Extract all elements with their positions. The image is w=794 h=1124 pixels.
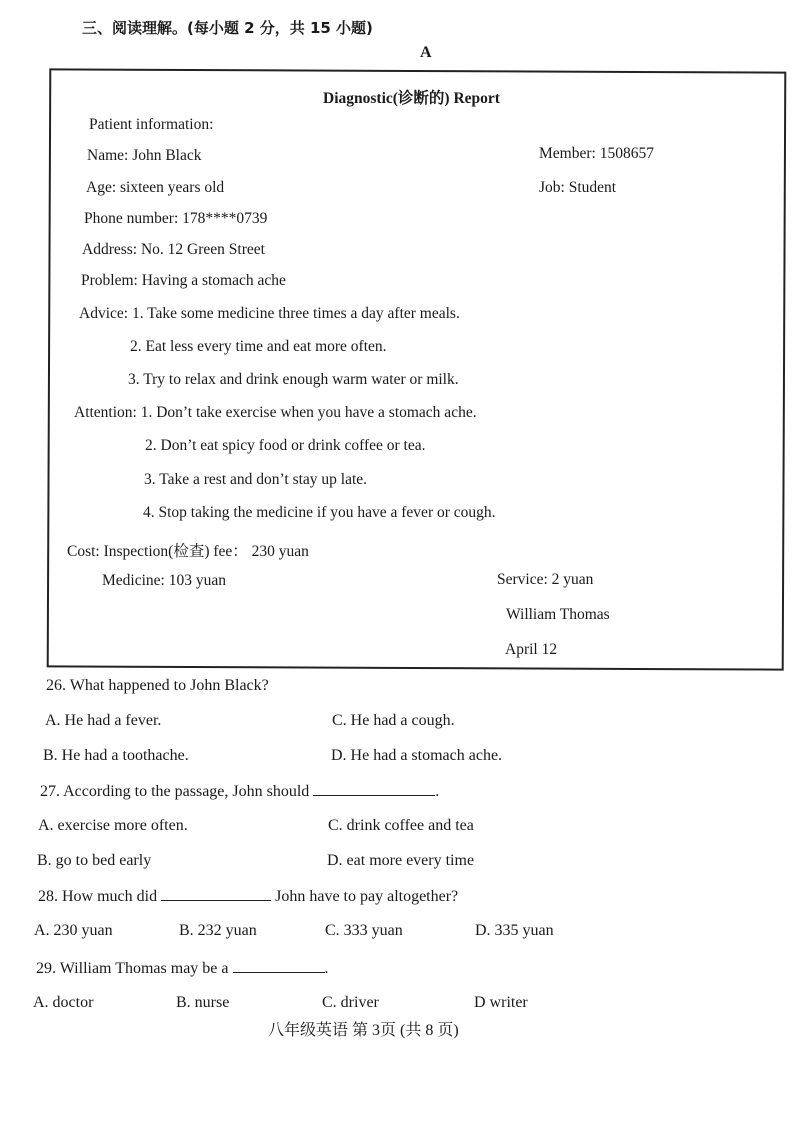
advice-item-1: Advice: 1. Take some medicine three times a day after meals. <box>79 305 460 322</box>
cost-inspection: Cost: Inspection(检查) fee： 230 yuan <box>67 543 309 560</box>
q28-stem-text: 28. How much did <box>38 888 158 905</box>
attention-item-4: 4. Stop taking the medicine if you have a fever or cough. <box>143 504 496 521</box>
q27-stem-text: 27. According to the passage, John should <box>40 783 310 800</box>
q29-option-d: D writer <box>474 994 528 1011</box>
q26-option-c: C. He had a cough. <box>332 712 455 729</box>
q29-option-c: C. driver <box>322 994 379 1011</box>
q27-answer-blank <box>313 781 435 796</box>
question-29-stem <box>36 958 329 978</box>
question-28-stem <box>38 886 458 906</box>
attention-item-3: 3. Take a rest and don’t stay up late. <box>144 471 368 488</box>
q27-option-b: B. go to bed early <box>37 852 152 869</box>
question-26-stem: 26. What happened to John Black? <box>46 677 269 694</box>
q29-stem-end: . <box>324 960 329 977</box>
q27-option-a: A. exercise more often. <box>38 817 188 834</box>
patient-job: Job: Student <box>539 179 617 196</box>
patient-phone: Phone number: 178****0739 <box>84 210 268 227</box>
question-27-stem <box>40 781 439 801</box>
q29-option-b: B. nurse <box>176 994 230 1011</box>
q28-stem-end: John have to pay altogether? <box>275 888 459 905</box>
advice-item-2: 2. Eat less every time and eat more often. <box>130 338 387 355</box>
attention-item-2: 2. Don’t eat spicy food or drink coffee or tea. <box>145 437 426 454</box>
doctor-signature: William Thomas <box>506 606 610 623</box>
q27-option-c: C. drink coffee and tea <box>328 817 474 834</box>
q29-option-a: A. doctor <box>33 994 94 1011</box>
patient-age: Age: sixteen years old <box>86 179 225 196</box>
q28-option-b: B. 232 yuan <box>179 922 257 939</box>
q27-stem-end: . <box>435 783 440 800</box>
q28-answer-blank <box>161 886 271 901</box>
q26-option-d: D. He had a stomach ache. <box>331 747 503 764</box>
patient-address: Address: No. 12 Green Street <box>82 241 265 258</box>
q28-option-d: D. 335 yuan <box>475 922 554 939</box>
section-header: 三、阅读理解。(每小题 2 分，共 15 小题) <box>82 19 373 37</box>
cost-service: Service: 2 yuan <box>497 571 594 588</box>
member-number: Member: 1508657 <box>539 145 654 162</box>
report-date: April 12 <box>505 641 558 658</box>
report-title: Diagnostic(诊断的) Report <box>323 90 500 107</box>
q26-option-b: B. He had a toothache. <box>43 747 189 764</box>
patient-info-label: Patient information: <box>89 116 214 133</box>
q29-answer-blank <box>233 958 325 973</box>
q27-option-d: D. eat more every time <box>327 852 475 869</box>
q28-option-a: A. 230 yuan <box>34 922 113 939</box>
patient-problem: Problem: Having a stomach ache <box>81 272 286 289</box>
q26-option-a: A. He had a fever. <box>45 712 162 729</box>
page-footer: 八年级英语 第 3页 (共 8 页) <box>268 1022 459 1039</box>
passage-label: A <box>420 44 432 61</box>
cost-medicine: Medicine: 103 yuan <box>102 572 226 589</box>
attention-item-1: Attention: 1. Don’t take exercise when you have a stomach ache. <box>74 404 477 421</box>
q28-option-c: C. 333 yuan <box>325 922 403 939</box>
advice-item-3: 3. Try to relax and drink enough warm water or milk. <box>128 371 459 388</box>
patient-name: Name: John Black <box>87 147 202 164</box>
q29-stem-text: 29. William Thomas may be a <box>36 960 229 977</box>
